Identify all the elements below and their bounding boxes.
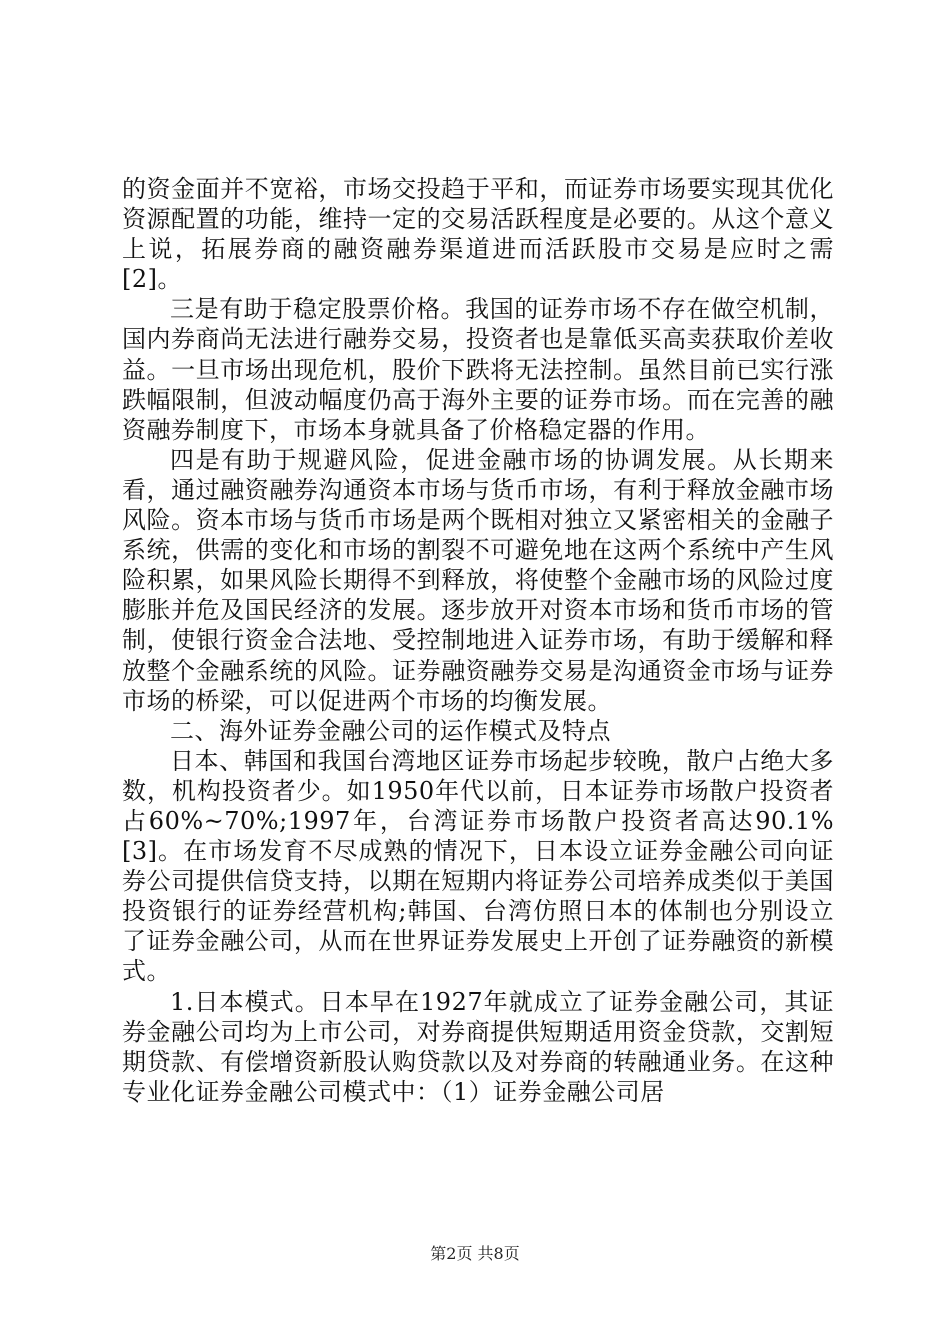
paragraph-continuation: 的资金面并不宽裕，市场交投趋于平和，而证券市场要实现其优化资源配置的功能，维持一定的交易活跃程度是必要的。从这个意义上说，拓展券商的融资融券渠道进而活跃股市交易是应时之需[2]。	[122, 175, 834, 294]
page-footer: 第2页 共8页	[430, 1244, 520, 1263]
paragraph-japan-model: 1.日本模式。日本早在1927年就成立了证券金融公司，其证券金融公司均为上市公司，对券商提供短期适用资金贷款，交割短期贷款、有偿增资新股认购贷款以及对券商的转融通业务。在这种专业化证券金融公司模式中：（1）证券金融公司居	[122, 987, 834, 1106]
paragraph-point-three: 三是有助于稳定股票价格。我国的证券市场不存在做空机制，国内券商尚无法进行融券交易，投资者也是靠低买高卖获取价差收益。一旦市场出现危机，股价下跌将无法控制。虽然目前已实行涨跌幅限制，但波动幅度仍高于海外主要的证券市场。而在完善的融资融券制度下，市场本身就具备了价格稳定器的作用。	[122, 295, 834, 444]
paragraph-overseas-intro: 日本、韩国和我国台湾地区证券市场起步较晚，散户占绝大多数，机构投资者少。如1950年代以前，日本证券市场散户投资者占60%~70%;1997年，台湾证券市场散户投资者高达90.1%[3]。在市场发育不尽成熟的情况下，日本设立证券金融公司向证券公司提供信贷支持，以期在短期内将证券公司培养成类似于美国投资银行的证券经营机构;韩国、台湾仿照日本的体制也分别设立了证券金融公司，从而在世界证券发展史上开创了证券融资的新模式。	[122, 746, 834, 986]
section-heading: 二、海外证券金融公司的运作模式及特点	[170, 716, 611, 745]
paragraph-point-four: 四是有助于规避风险，促进金融市场的协调发展。从长期来看，通过融资融券沟通资本市场与货币市场，有利于释放金融市场风险。资本市场与货币市场是两个既相对独立又紧密相关的金融子系统，供需的变化和市场的割裂不可避免地在这两个系统中产生风险积累，如果风险长期得不到释放，将使整个金融市场的风险过度膨胀并危及国民经济的发展。逐步放开对资本市场和货币市场的管制，使银行资金合法地、受控制地进入证券市场，有助于缓解和释放整个金融系统的风险。证券融资融券交易是沟通资金市场与证券市场的桥梁，可以促进两个市场的均衡发展。	[122, 445, 834, 715]
document-body	[122, 174, 834, 1107]
